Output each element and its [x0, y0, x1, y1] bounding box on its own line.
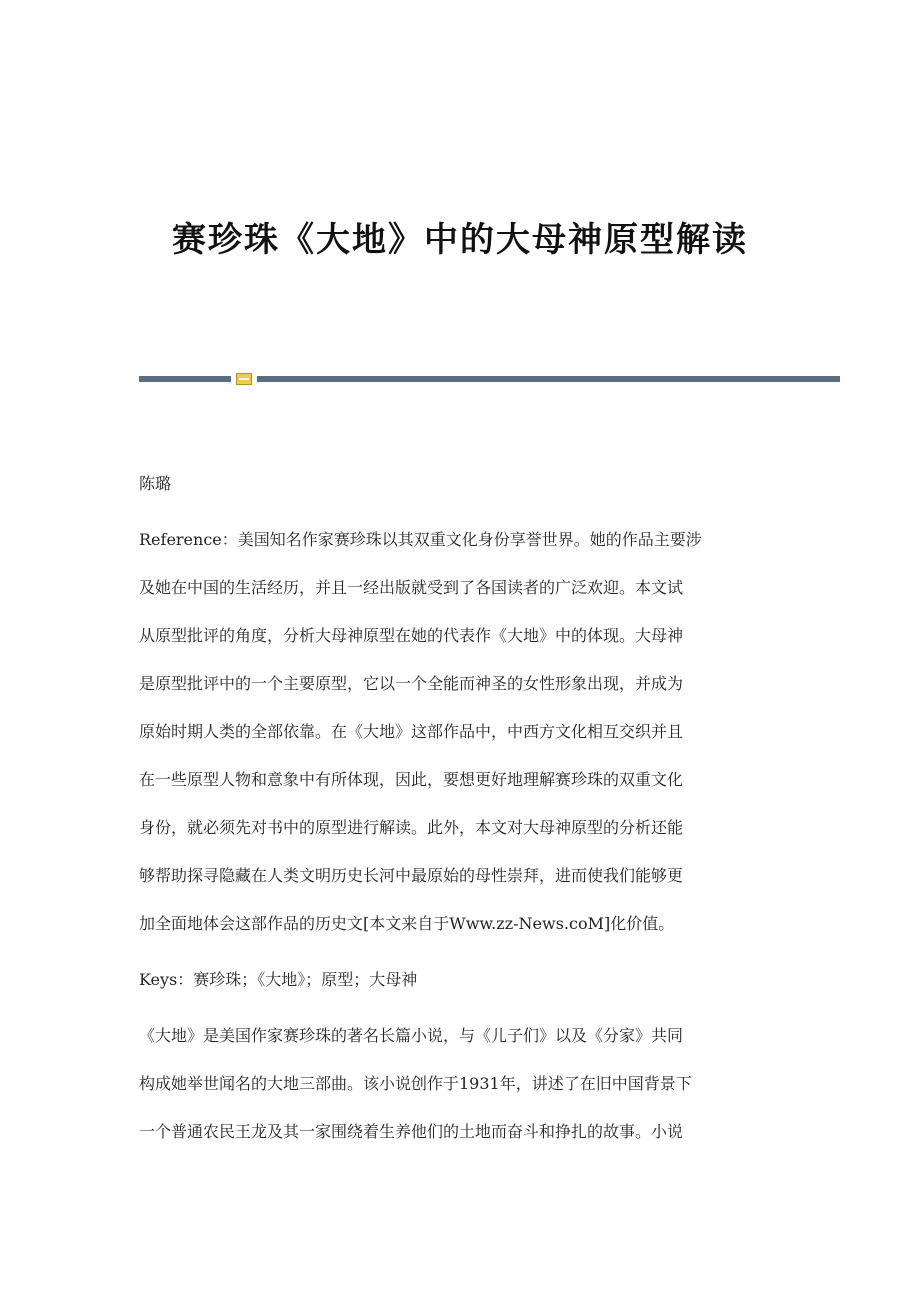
abstract-line: 身份，就必须先对书中的原型进行解读。此外，本文对大母神原型的分析还能 — [139, 818, 684, 837]
abstract-line: 从原型批评的角度，分析大母神原型在她的代表作《大地》中的体现。大母神 — [139, 626, 684, 645]
abstract-line: 加全面地体会这部作品的历史文[本文来自于Www.zz-News.coM]化价值。 — [139, 914, 675, 933]
abstract-line: 够帮助探寻隐藏在人类文明历史长河中最原始的母性崇拜，进而使我们能够更 — [139, 866, 684, 885]
divider-emblem-icon — [236, 373, 252, 385]
abstract-line: 及她在中国的生活经历，并且一经出版就受到了各国读者的广泛欢迎。本文试 — [139, 578, 684, 597]
abstract-line: Reference：美国知名作家赛珍珠以其双重文化身份享誉世界。她的作品主要涉 — [139, 530, 702, 549]
body-line: 《大地》是美国作家赛珍珠的著名长篇小说，与《儿子们》以及《分家》共同 — [139, 1026, 684, 1045]
abstract-line: 在一些原型人物和意象中有所体现，因此，要想更好地理解赛珍珠的双重文化 — [139, 770, 684, 789]
document-title: 赛珍珠《大地》中的大母神原型解读 — [172, 220, 748, 260]
abstract-line: 原始时期人类的全部依靠。在《大地》这部作品中，中西方文化相互交织并且 — [139, 722, 684, 741]
abstract-paragraph — [139, 528, 779, 960]
keywords-paragraph — [139, 968, 779, 1016]
divider-bar-right — [257, 376, 840, 382]
body-line: 构成她举世闻名的大地三部曲。该小说创作于1931年，讲述了在旧中国背景下 — [139, 1074, 692, 1093]
title-divider — [139, 373, 840, 385]
body-line: 一个普通农民王龙及其一家围绕着生养他们的土地而奋斗和挣扎的故事。小说 — [139, 1122, 684, 1141]
body-paragraph — [139, 1024, 779, 1168]
author-name: 陈璐 — [139, 474, 172, 493]
abstract-line: 是原型批评中的一个主要原型，它以一个全能而神圣的女性形象出现，并成为 — [139, 674, 684, 693]
divider-bar-left — [139, 376, 231, 382]
keywords-line: Keys：赛珍珠；《大地》；原型；大母神 — [139, 970, 418, 989]
